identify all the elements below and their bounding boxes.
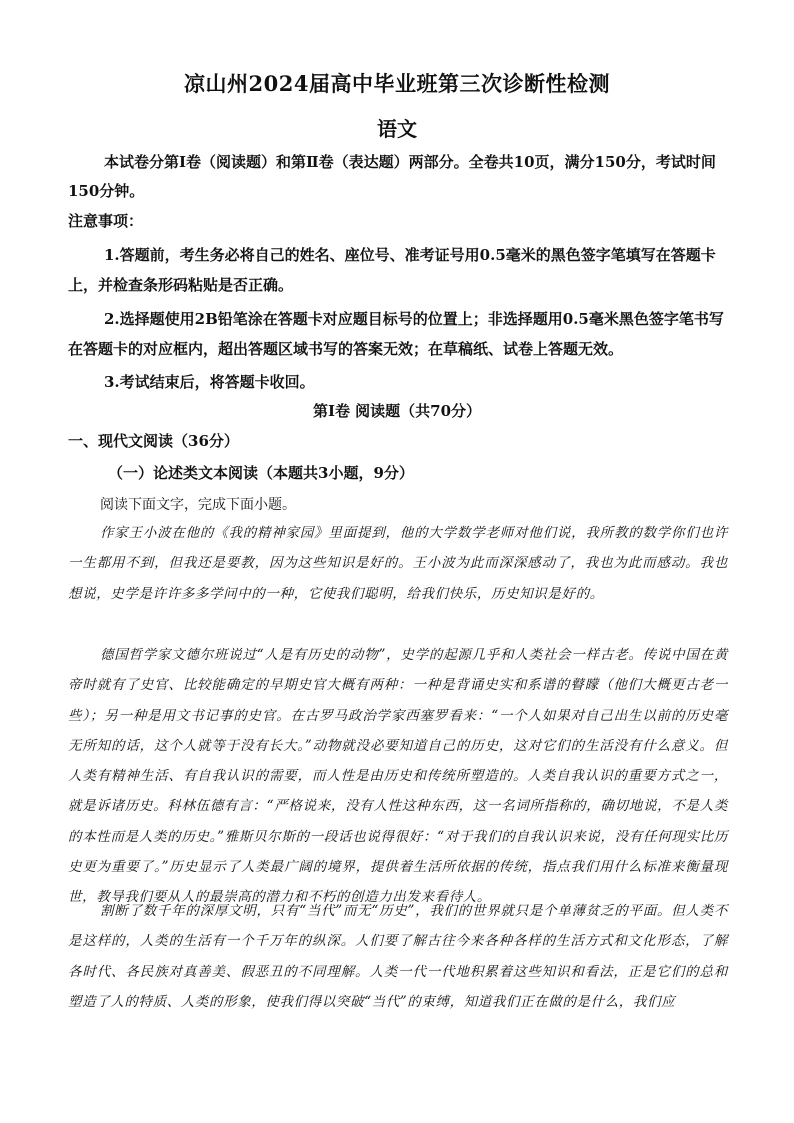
notice-item-3: 3.考试结束后，将答题卡收回。	[104, 373, 315, 391]
exam-intro: 本试卷分第Ⅰ卷（阅读题）和第Ⅱ卷（表达题）两部分。全卷共10页，满分150分，考试时间150分钟。	[68, 153, 716, 200]
notice-item-2: 2.选择题使用2B铅笔涂在答题卡对应题目标号的位置上；非选择题用0.5毫米黑色签字笔书写在答题卡的对应框内，超出答题区域书写的答案无效；在草稿纸、试卷上答题无效。	[68, 310, 724, 358]
notice-heading: 注意事项：	[68, 212, 144, 230]
passage-paragraph: 割断了数千年的深厚文明，只有“当代”而无“历史”，我们的世界就只是个单薄贫乏的平面。但人类不是这样的，人类的生活有一个千万年的纵深。人们要了解古往今来各种各样的生活方式和文化形态，了解各时代、各民族对真善美、假恶丑的不同理解。人类一代一代地积累着这些知识和看法，正是它们的总和塑造了人的特质、人类的形象，使我们得以突破“当代”的束缚，知道我们正在做的是什么，我们应	[68, 903, 728, 1010]
page-title: 凉山州2024届高中毕业班第三次诊断性检测	[184, 71, 610, 96]
subject-title: 语文	[377, 117, 417, 141]
section-title: 第Ⅰ卷 阅读题（共70分）	[312, 402, 482, 420]
passage-paragraph: 作家王小波在他的《我的精神家园》里面提到，他的大学数学老师对他们说，我所教的数学你们也许一生都用不到，但我还是要教，因为这些知识是好的。王小波为此而深深感动了，我也为此而感动。我也想说，史学是许许多多学问中的一种，它使我们聪明，给我们快乐，历史知识是好的。	[68, 525, 728, 602]
notice-item-1: 1.答题前，考生务必将自己的姓名、座位号、准考证号用0.5毫米的黑色签字笔填写在答题卡上，并检查条形码粘贴是否正确。	[68, 246, 716, 294]
reading-instruction: 阅读下面文字，完成下面小题。	[100, 497, 296, 513]
passage-paragraph: 德国哲学家文德尔班说过“人是有历史的动物”，史学的起源几乎和人类社会一样古老。传说中国在黄帝时就有了史官、比较能确定的早期史官大概有两种：一种是背诵史实和系谱的瞽矇（他们大概更古老一些）；另一种是用文书记事的史官。在古罗马政治学家西塞罗看来：“一个人如果对自己出生以前的历史毫无所知的话，这个人就等于没有长大。”动物就没必要知道自己的历史，这对它们的生活没有什么意义。但人类有精神生活、有自我认识的需要，而人性是由历史和传统所塑造的。人类自我认识的重要方式之一，就是诉诸历史。科林伍德有言：“严格说来，没有人性这种东西，这一名词所指称的，确切地说，不是人类的本性而是人类的历史。”雅斯贝尔斯的一段话也说得很好：“对于我们的自我认识来说，没有任何现实比历史更为重要了。”历史显示了人类最广阔的境界，提供着生活所依据的传统，指点我们用什么标准来衡量现世，教导我们要从人的最崇高的潜力和不朽的创造力出发来看待人。	[68, 647, 728, 906]
part-heading: 一、现代文阅读（36分）	[68, 432, 239, 450]
subsection-heading: （一）论述类文本阅读（本题共3小题，9分）	[108, 464, 414, 482]
